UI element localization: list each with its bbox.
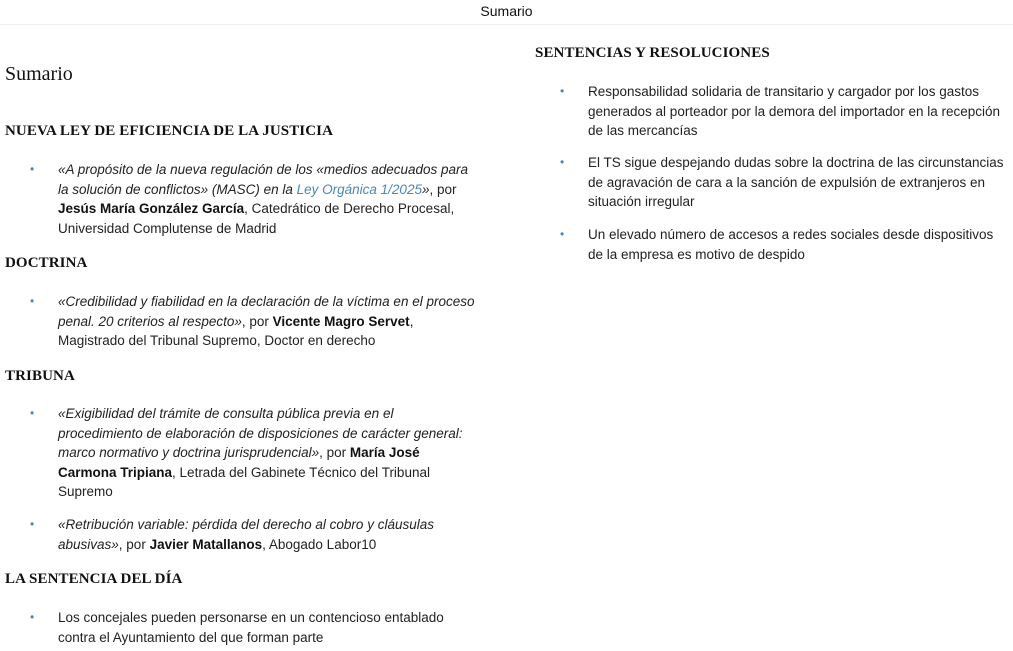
article-title-end: »	[421, 181, 430, 197]
page-title: Sumario	[5, 63, 73, 85]
item-text: Los concejales pueden personarse en un contencioso entablado contra el Ayuntamiento del que forman parte	[58, 610, 444, 645]
list-sentencia-dia	[5, 608, 475, 647]
section-title-sentencia-dia: LA SENTENCIA DEL DÍA	[5, 571, 183, 587]
list-item	[5, 404, 475, 502]
author-role: , Letrada del Gabinete Técnico del Tribunal Supremo	[58, 464, 430, 500]
por-text: , por	[319, 445, 350, 461]
bullet-icon: •	[560, 155, 565, 169]
por-text: , por	[241, 313, 273, 329]
author-name: Vicente Magro Servet	[272, 313, 410, 329]
list-sentencias-2	[535, 153, 1005, 212]
article-title: «Exigibilidad del trámite de consulta pública previa en el procedimiento de elaboración de disposiciones de carácter general: marco normativo y doctrina jurisprudencial»	[58, 406, 463, 461]
item-text: El TS sigue despejando dudas sobre la doctrina de las circunstancias de agravación de cara a la sanción de expulsión de extranjeros en situación irregular	[588, 155, 1004, 210]
section-title-doctrina: DOCTRINA	[5, 255, 88, 271]
list-item	[5, 608, 475, 647]
por-text: , por	[429, 181, 457, 197]
author-name: María José Carmona Tripiana	[58, 445, 420, 480]
bullet-icon: •	[560, 84, 565, 98]
section-title-tribuna: TRIBUNA	[5, 368, 75, 384]
item-text: Responsabilidad solidaria de transitario y cargador por los gastos generados al porteador por la demora del importador en la recepción de las mercancías	[588, 84, 1001, 139]
bullet-icon: •	[30, 294, 35, 308]
list-item	[5, 515, 475, 554]
top-bar-title: Sumario	[480, 3, 533, 19]
list-sentencias	[535, 82, 1005, 141]
list-nueva-ley	[5, 160, 475, 238]
list-item	[535, 225, 1005, 264]
author-name: Javier Matallanos	[149, 536, 263, 552]
ley-organica-link[interactable]: Ley Orgánica 1/2025	[296, 181, 422, 197]
list-tribuna	[5, 404, 475, 502]
list-sentencias-3	[535, 225, 1005, 264]
bullet-icon: •	[560, 227, 565, 241]
section-title-nueva-ley: NUEVA LEY DE EFICIENCIA DE LA JUSTICIA	[5, 123, 334, 139]
author-role: , Catedrático de Derecho Procesal, Universidad Complutense de Madrid	[58, 201, 455, 236]
por-text: , por	[118, 536, 150, 552]
article-title: «Credibilidad y fiabilidad en la declaración de la víctima en el proceso penal. 20 criterios al respecto»	[58, 294, 475, 329]
bullet-icon: •	[30, 162, 35, 176]
bullet-icon: •	[30, 406, 35, 420]
author-name: Jesús María González García	[58, 201, 245, 217]
bullet-icon: •	[30, 610, 35, 624]
list-item	[5, 292, 475, 351]
author-role: , Magistrado del Tribunal Supremo, Doctor en derecho	[58, 313, 414, 349]
article-title: «A propósito de la nueva regulación de los «medios adecuados para la solución de conflictos» (MASC) en la	[58, 162, 469, 197]
bullet-icon: •	[30, 517, 35, 531]
list-doctrina	[5, 292, 475, 351]
item-text: Un elevado número de accesos a redes sociales desde dispositivos de la empresa es motivo de despido	[588, 227, 994, 262]
top-bar	[0, 0, 1013, 25]
list-item	[535, 153, 1005, 212]
author-role: , Abogado Labor10	[262, 536, 377, 552]
list-tribuna-2	[5, 515, 475, 554]
section-title-sentencias: SENTENCIAS Y RESOLUCIONES	[535, 45, 770, 61]
list-item	[5, 160, 475, 238]
list-item	[535, 82, 1005, 141]
article-title: «Retribución variable: pérdida del derecho al cobro y cláusulas abusivas»	[58, 517, 434, 552]
